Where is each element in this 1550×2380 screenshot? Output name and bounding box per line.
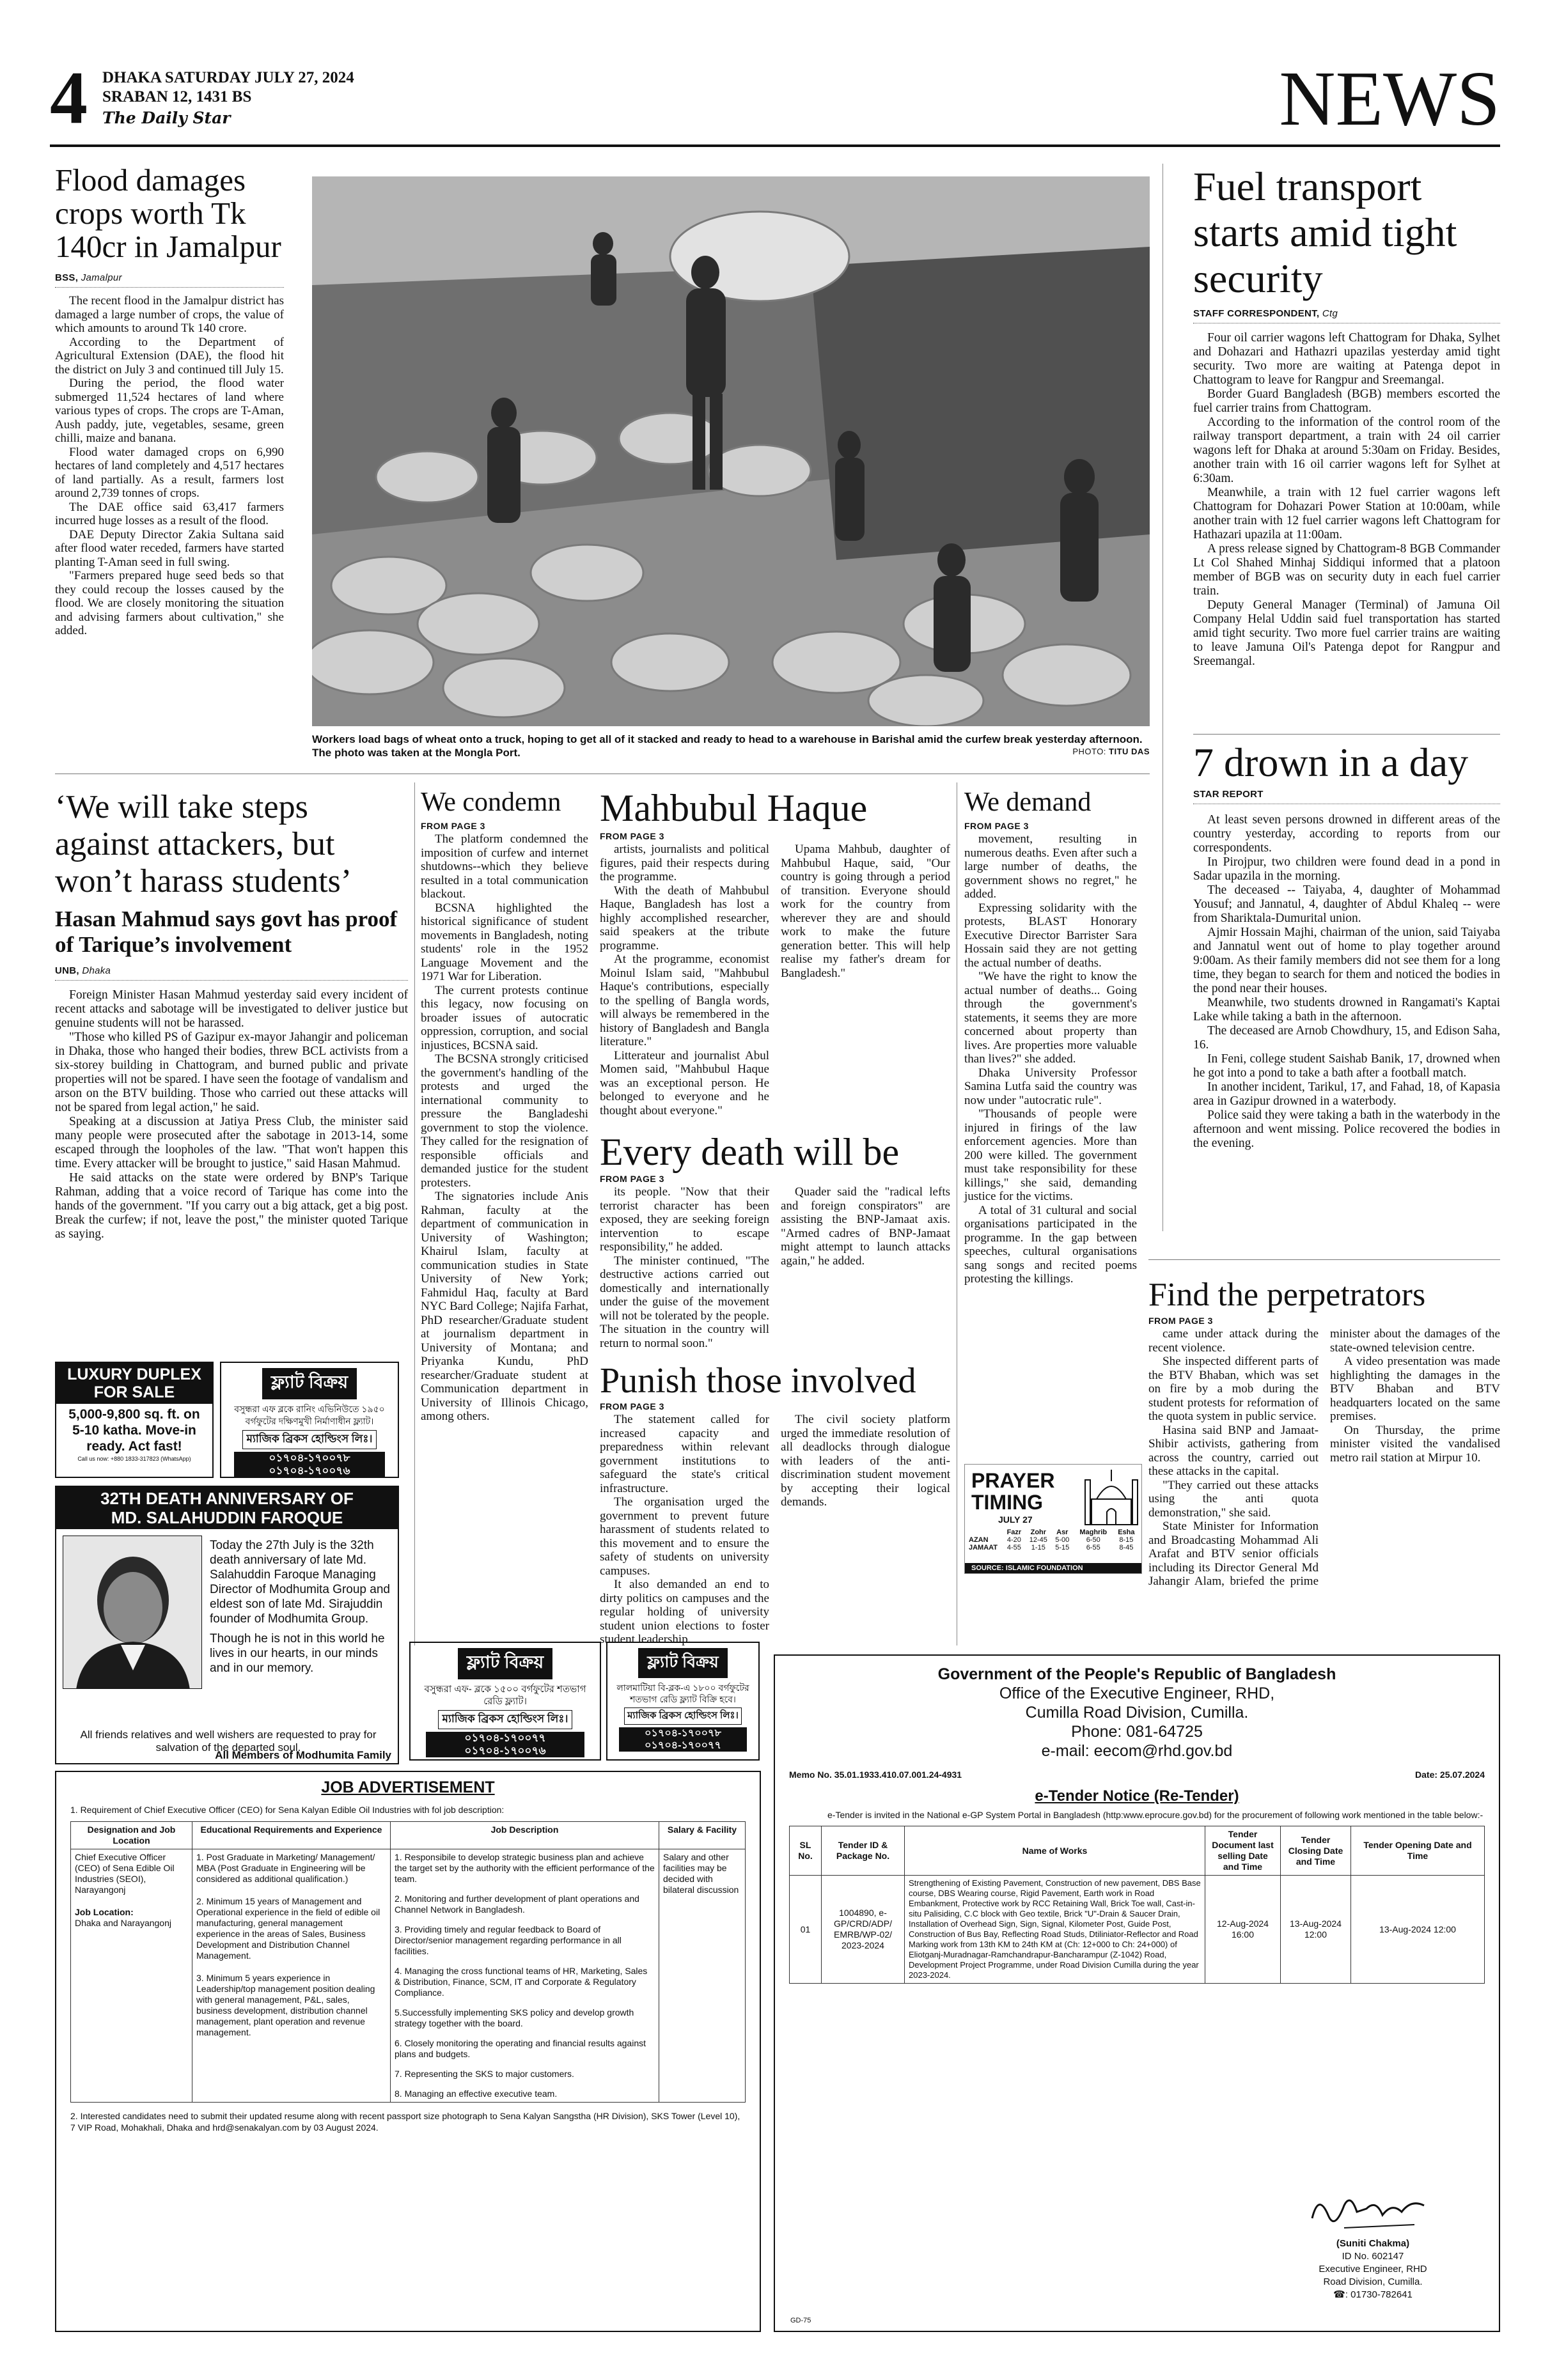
attackers-para: "Those who killed PS of Gazipur ex-mayor Jahangir and policeman in Dhaka, those who hanged their bodies, threw BCL activists from a six-storey building in Chattogram, and burned public and private properties will not be spared. I have seen the footage of vandalism and arson on the BTV building. Those who carried out these attacks will not be spared from legal action," he said.	[55, 1031, 408, 1114]
fuel-para: According to the information of the control room of the railway transport department, a train with 24 oil carrier wagons left for Dhaka at around 5:30am on Friday. Besides, another train with 16 oil carrier wagons left for Sylhet at 6:30am.	[1193, 416, 1500, 485]
perpetrators-para: "They carried out these attacks using the anti quota demonstration," she said.	[1148, 1478, 1319, 1520]
attackers-headline: ‘We will take steps against attackers, but won’t harass students’	[55, 789, 352, 899]
photo-credit	[991, 747, 1150, 756]
tender-memo: Memo No. 35.01.1933.410.07.001.24-4931	[789, 1769, 962, 1780]
drown-para: Ajmir Hossain Majhi, chairman of the union, said Taiyaba and Jannatul went out of home to play together around 9:00am. As their family members did not see them for a long time, they began to search for them and noticed the bodies in the pond near their houses.	[1193, 926, 1500, 995]
jamaat-time: 4-55	[1006, 1544, 1021, 1552]
tender-phone: Phone: 081-64725	[1071, 1723, 1203, 1741]
prayer-title-1: PRAYER	[971, 1469, 1055, 1492]
job-header: Educational Requirements and Experience	[192, 1822, 391, 1849]
mahbubul-from: FROM PAGE 3	[600, 831, 664, 841]
punish-para: It also demanded an end to dirty politics on campuses and the regular holding of university student union elections to foster student leadership.	[600, 1578, 769, 1646]
flat-ad-2-title: ফ্ল্যাট বিক্রয়	[458, 1648, 552, 1679]
perpetrators-headline: Find the perpetrators	[1148, 1277, 1426, 1313]
demand-from: FROM PAGE 3	[964, 821, 1029, 831]
job-education-item: 1. Post Graduate in Marketing/ Management/ MBA (Post Graduate in Engineering will be considered as additional qualification.)	[196, 1852, 375, 1884]
duplex-detail	[56, 1406, 212, 1454]
tender-email: e-mail: eecom@rhd.gov.bd	[1041, 1742, 1233, 1760]
job-description-item: 3. Providing timely and regular feedback to Board of Director/senior management regarding performance in all facilities.	[395, 1924, 622, 1956]
flood-para: The DAE office said 63,417 farmers incurred huge losses as a result of the flood.	[55, 500, 284, 527]
everydeath-headline: Every death will be	[600, 1131, 900, 1173]
attackers-subhead: Hasan Mahmud says govt has proof of Tarique’s involvement	[55, 906, 398, 957]
demand-para: Dhaka University Professor Samina Lutfa said the country was now under "autocratic rule".	[964, 1066, 1137, 1107]
prayer-title-2: TIMING	[971, 1491, 1043, 1514]
attackers-para: He said attacks on the state were ordered by BNP's Tarique Rahman, adding that a voice record of Tarique has come into the hands of the government. "If you carry out a big attack, get a big post. Break the curfew; if not, leave the post," the minister quoted Tarique as saying.	[55, 1171, 408, 1241]
signatory-phone: ☎: 01730-782641	[1333, 2289, 1413, 2300]
demand-para: Expressing solidarity with the protests, BLAST Honorary Executive Director Barrister Sara Hossain said they are not getting the actual number of deaths.	[964, 901, 1137, 970]
punish-story	[600, 1362, 950, 1665]
tender-title: e-Tender Notice (Re-Tender)	[1035, 1787, 1239, 1805]
fuel-byline	[1193, 308, 1500, 323]
duplex-detail-2: 5-10 katha. Move-in	[72, 1423, 196, 1438]
tender-intro: e-Tender is invited in the National e-GP System Portal in Bangladesh (http:www.eprocure.gov.bd) for the procurement of following work mentioned in the table below:-	[827, 1810, 1483, 1820]
job-description-item: 8. Managing an effective executive team.	[395, 2088, 558, 2099]
job-description-item: 4. Managing the cross functional teams of HR, Marketing, Sales & Distribution, Finance, SCM, IT and Corporate & Regulatory Compliance.	[395, 1966, 648, 1998]
prayer-header: Esha	[1118, 1528, 1135, 1536]
flat-ad-2-phone: ০১৭০৪-১৭০০৭৬	[464, 1745, 546, 1757]
drown-para: Police said they were taking a bath in the waterbody in the afternoon and went missing. Police recovered the bodies in the evening.	[1193, 1108, 1500, 1150]
jamaat-time: 8-45	[1119, 1544, 1134, 1552]
job-education-item: 2. Minimum 15 years of Management and Operational experience in the field of edible oil manufacturing, general management experience in the areas of Sales, Business Development and Distribution Channel Management.	[196, 1896, 380, 1961]
job-description-cell	[391, 1849, 659, 2103]
flood-para: "Farmers prepared huge seed beds so that they could recoup the losses caused by the flood. We are closely monitoring the situation and advising farmers about cultivation," she added.	[55, 569, 284, 637]
tender-office	[789, 1665, 1485, 1761]
tender-header: Tender Opening Date and Time	[1351, 1826, 1485, 1876]
tender-header: Tender ID & Package No.	[822, 1826, 905, 1876]
punish-from: FROM PAGE 3	[600, 1401, 664, 1412]
drown-para: In Pirojpur, two children were found dead in a pond in Sadar upazila in the morning.	[1193, 855, 1500, 883]
prayer-header: Maghrib	[1079, 1528, 1108, 1536]
job-designation: Chief Executive Officer (CEO) of Sena Edible Oil Industries (SEOI), Narayangonj	[75, 1852, 175, 1895]
attackers-para: Speaking at a discussion at Jatiya Press Club, the minister said many people were prosecuted after the sabotage in 2013-14, some escaped through the loopholes of the law. "That won't happen this time. Every attacker will be brought to justice," said Hasan Mahmud.	[55, 1115, 408, 1171]
condemn-body	[421, 832, 588, 1424]
jamaat-time: 5-15	[1055, 1544, 1070, 1552]
flood-byline-agency: BSS,	[55, 272, 79, 283]
demand-para: "Thousands of people were injured in firings of the law enforcement agencies. More than 200 were killed. The government must take responsibility for these killings," she said, demanding justice for the victims.	[964, 1107, 1137, 1203]
tender-office-line: Office of the Executive Engineer, RHD,	[999, 1684, 1275, 1702]
job-description-item: 1. Responsibile to develop strategic business plan and achieve the target set by the authority with the efficient performance of the team.	[395, 1852, 655, 1884]
prayer-title	[971, 1470, 1054, 1513]
prayer-date: JULY 27	[998, 1514, 1033, 1525]
prayer-header: Fazr	[1006, 1528, 1022, 1536]
perpetrators-story	[1148, 1277, 1500, 1608]
azan-time: 6-50	[1086, 1536, 1100, 1544]
fuel-para: Border Guard Bangladesh (BGB) members escorted the fuel carrier trains from Chattogram.	[1193, 387, 1500, 415]
perpetrators-para: She inspected different parts of the BTV Bhaban, which was set on fire by a mob during the student protests for reformation of the quota system in public service.	[1148, 1355, 1319, 1423]
flood-para: DAE Deputy Director Zakia Sultana said after flood water receded, farmers have started planting T-Aman seed in full swing.	[55, 527, 284, 569]
demand-headline: We demand	[964, 788, 1092, 817]
flat-ad-1-title: ফ্ল্যাট বিক্রয়	[262, 1368, 357, 1399]
tender-govt: Government of the People's Republic of Bangladesh	[937, 1665, 1336, 1683]
flat-ad-1	[220, 1362, 399, 1478]
bangla-date: SRABAN 12, 1431 BS	[102, 88, 252, 105]
flat-ad-3-company: ম্যাজিক ব্রিকস হোল্ডিংস লিঃ।	[624, 1707, 742, 1725]
fuel-headline: Fuel transport starts amid tight security	[1193, 164, 1457, 301]
job-description-item: 2. Monitoring and further development of plant operations and Channel Network in Bangladesh.	[395, 1894, 639, 1915]
job-education-cell	[192, 1849, 391, 2103]
main-photo	[312, 176, 1150, 726]
demand-para: movement, resulting in numerous deaths. Even after such a large number of deaths, the government shows no regret," he added.	[964, 832, 1137, 901]
drown-para: At least seven persons drowned in different areas of the country yesterday, according to reports from our correspondents.	[1193, 813, 1500, 855]
punish-para: The organisation urged the government to prevent future harassment of students related to this movement and to ensure the safety of students on university campuses.	[600, 1495, 769, 1578]
perp-top-rule	[1148, 1259, 1500, 1260]
tender-office-line: Cumilla Road Division, Cumilla.	[1025, 1704, 1249, 1722]
azan-label: AZAN	[969, 1536, 989, 1544]
punish-body	[600, 1413, 950, 1665]
drown-para: In Feni, college student Saishab Banik, 17, drowned when he got into a pond to take a bath after a football match.	[1193, 1052, 1500, 1080]
anniversary-text	[210, 1538, 394, 1676]
tender-closing: 13-Aug-2024 12:00	[1281, 1876, 1351, 1984]
perpetrators-para: came under attack during the recent violence.	[1148, 1327, 1319, 1355]
prayer-source: SOURCE: ISLAMIC FOUNDATION	[965, 1563, 1141, 1573]
portrait-image	[63, 1536, 202, 1689]
flood-para: According to the Department of Agricultural Extension (DAE), the flood hit the district on July 3 and continued till July 15.	[55, 335, 284, 377]
condemn-headline: We condemn	[421, 788, 561, 817]
anniversary-signoff: All Members of Modhumita Family	[215, 1749, 391, 1761]
job-description-item: 7. Representing the SKS to major customers.	[395, 2069, 574, 2079]
job-ad	[55, 1771, 761, 2332]
everydeath-story	[600, 1132, 950, 1377]
tender-opening: 13-Aug-2024 12:00	[1351, 1876, 1485, 1984]
mahbubul-body	[600, 843, 950, 1132]
photo-credit-name: TITU DAS	[1109, 747, 1150, 756]
flat-ad-1-text: বসুন্ধরা এফ ব্লকে রানিং এভিনিউতে ১৯৫০ বর্গফুটের দক্ষিণমুখী নির্মাণাধীন ফ্ল্যাট।	[234, 1404, 385, 1426]
drown-byline: STAR REPORT	[1193, 789, 1500, 804]
tender-ad	[774, 1654, 1500, 2332]
azan-time: 12-45	[1029, 1536, 1047, 1544]
fuel-body	[1193, 331, 1500, 669]
signature	[1306, 2180, 1434, 2237]
flat-ad-3-phone: ০১৭০৪-১৭০০৭৭	[645, 1740, 721, 1751]
condemn-para: The platform condemned the imposition of curfew and internet shutdowns--which they believe resulted in a total communication blackout.	[421, 832, 588, 901]
fuel-byline-place: Ctg	[1322, 308, 1338, 319]
anniversary-ad	[55, 1486, 399, 1764]
anniversary-title-1: 32TH DEATH ANNIVERSARY OF	[100, 1489, 354, 1508]
tender-header: Tender Document last selling Date and Time	[1205, 1826, 1281, 1876]
flat-ad-3-text: লালমাটিয়া বি-ব্লক-এ ১৮০০ বর্গফুটের শতভাগ রেডি ফ্ল্যাট বিক্রি হবে।	[616, 1683, 749, 1704]
mahbubul-para: Upama Mahbub, daughter of Mahbubul Haque, said, "Our country is going through a period of transition. Everyone should work for the country from wherever they are and should work to make the future generation better. This will help realise my father's dream for Bangladesh."	[781, 843, 950, 980]
tender-works: Strengthening of Existing Pavement, Construction of new pavement, DBS Base course, DBS Wearing course, Rigid Pavement, Earth work in Road Embankment, Protective work by RCC Retaining Wall, Brick Toe wall, Cast-in-situ Palisiding, C.C block with Geo textile, Brick "U"-Drain & Saucer Drain, Installation of Overhead Sign, Sign, Signal, Kilometer Post, Guide Post, Construction of Bus Bay, Reflecting Road Studs, Dtiliniator-Reflector and Road Marking work from 13th KM to 24th KM at (Ch: 12+000 to Ch: 24+000) of Eliotganj-Muradnagar-Ramchandrapur-Bancharampur (Z-1042) Road, Development Project Programme, under Road Division Cumilla during the year 2023-2024.	[905, 1876, 1205, 1984]
flat-ad-1-phone: ০১৭০৪-১৭০০৭৮	[269, 1452, 350, 1464]
job-designation-cell	[71, 1849, 192, 2103]
attackers-byline-place: Dhaka	[82, 965, 111, 976]
flat-ad-3-phones	[619, 1727, 747, 1752]
tender-selling: 12-Aug-2024 16:00	[1205, 1876, 1281, 1984]
demand-para: "We have the right to know the actual number of deaths... Going through the government's statements, it seems they are more concerned about property than lives. Are properties more valuable than lives?" she added.	[964, 970, 1137, 1066]
job-description-item: 6. Closely monitoring the operating and financial results against plans and budgets.	[395, 2038, 646, 2059]
attackers-para: Foreign Minister Hasan Mahmud yesterday said every incident of recent attacks and sabotage will be investigated to deliver justice but genuine students will not be harassed.	[55, 988, 408, 1030]
flat-ad-3-phone: ০১৭০৪-১৭০০৭৮	[645, 1728, 721, 1739]
flood-byline	[55, 272, 284, 288]
azan-time: 8-15	[1119, 1536, 1134, 1544]
job-salary: Salary and other facilities may be decided with bilateral discussion	[659, 1849, 746, 2103]
job-header: Job Description	[391, 1822, 659, 1849]
job-location-label: Job Location:	[75, 1907, 134, 1917]
demand-story	[964, 788, 1137, 1286]
signatory-id: ID No. 602147	[1342, 2251, 1404, 2262]
mahbubul-para: With the death of Mahbubul Haque, Bangladesh has lost a highly accomplished researcher, said speakers at the tribute programme.	[600, 883, 769, 953]
tender-sl: 01	[790, 1876, 822, 1984]
flat-ad-2-company: ম্যাজিক ব্রিকস হোল্ডিংস লিঃ।	[438, 1710, 573, 1729]
flat-ad-2-phones	[426, 1732, 584, 1757]
flat-ad-2	[409, 1642, 601, 1761]
flat-ad-1-phones	[234, 1452, 385, 1477]
duplex-contact: Call us now: +880 1833-317823 (WhatsApp)	[77, 1456, 191, 1462]
everydeath-from: FROM PAGE 3	[600, 1174, 664, 1184]
perpetrators-para: A video presentation was made highlighting the damages in the BTV Bhaban and BTV headquarters located on the same premises.	[1330, 1355, 1500, 1423]
flood-story	[55, 164, 284, 638]
flat-ad-3-title: ফ্ল্যাট বিক্রয়	[638, 1648, 727, 1678]
everydeath-para: its people. "Now that their terrorist character has been exposed, they are seeking foreign intervention to escape responsibility," he added.	[600, 1185, 769, 1254]
job-location: Dhaka and Narayangonj	[75, 1918, 171, 1928]
job-education-item: 3. Minimum 5 years experience in Leadership/top management position dealing with general management, P&L, sales, business development, distribution channel management, plant operation and revenue management.	[196, 1973, 375, 2037]
duplex-title	[56, 1363, 212, 1404]
portrait	[63, 1536, 202, 1689]
jamaat-time: 6-55	[1086, 1544, 1100, 1552]
attackers-story	[55, 789, 408, 1241]
flood-byline-place: Jamalpur	[81, 272, 122, 283]
prayer-header: Zohr	[1030, 1528, 1047, 1536]
perpetrators-para: Hasina said BNP and Jamaat-Shibir activists, gathering from across the country, carried out these attacks in the capital.	[1148, 1423, 1319, 1478]
flood-headline: Flood damages crops worth Tk 140cr in Jamalpur	[55, 162, 281, 264]
jamaat-time: 1-15	[1031, 1544, 1045, 1552]
page-number: 4	[50, 56, 88, 139]
anniversary-title-2: MD. SALAHUDDIN FAROQUE	[111, 1508, 343, 1527]
mahbubul-story	[600, 788, 950, 1132]
mahbubul-para: At the programme, economist Moinul Islam said, "Mahbubul Haque's contributions, especially to the spelling of Bangla words, will always be remembered in the history of Bangladesh and Bangla literature."	[600, 953, 769, 1048]
paper-logo: The Daily Star	[102, 109, 231, 127]
flood-para: Flood water damaged crops on 6,990 hectares of land completely and 4,517 hectares of land partially. As a result, farmers lost around 2,739 tonnes of crops.	[55, 445, 284, 500]
drown-story	[1193, 740, 1500, 1151]
perpetrators-body	[1148, 1327, 1500, 1608]
flat-ad-3	[606, 1642, 760, 1761]
tender-header: Name of Works	[905, 1826, 1205, 1876]
attackers-byline	[55, 965, 408, 981]
photo-credit-label: PHOTO:	[1072, 747, 1106, 756]
condemn-para: The signatories include Anis Rahman, faculty at the department of communication in University of Washington; Khairul Islam, faculty at communication studies in State University of New York; Fahmidul Haq, faculty at Bard NYC Bard College; Najifa Farhat, PhD researcher/Graduate student at journalism department in University of Montana; and Priyanka Kundu, PhD researcher/Graduate student at Communication department in University of Illinois Chicago, among others.	[421, 1190, 588, 1423]
dateline: DHAKA SATURDAY JULY 27, 2024	[102, 69, 354, 86]
demand-para: A total of 31 cultural and social organisations participated in the programme. In the gap between speeches, cultural organisations sang songs and recited poems protesting the killings.	[964, 1203, 1137, 1286]
anniversary-tribute: Today the 27th July is the 32th death anniversary of late Md. Salahuddin Faroque Managing Director of Modhumita Group and eldest son of late Md. Sirajuddin founder of Modhumita Group.	[210, 1539, 390, 1626]
jamaat-label: JAMAAT	[969, 1544, 998, 1552]
drown-headline: 7 drown in a day	[1193, 740, 1469, 785]
fuel-para: Deputy General Manager (Terminal) of Jamuna Oil Company Helal Uddin said fuel transportation has started amid tight security. Two more fuel carrier trains are waiting to leave Jamuna Oil's Patenga depot for Rangpur and Sreemangal.	[1193, 598, 1500, 668]
punish-para: The statement called for increased capacity and preparedness within relevant government institutions to safeguard the state's critical infrastructure.	[600, 1413, 769, 1495]
signatory-title: Executive Engineer, RHD	[1319, 2264, 1427, 2275]
drown-para: The deceased are Arnob Chowdhury, 15, and Edison Saha, 16.	[1193, 1024, 1500, 1052]
mahbubul-para: artists, journalists and political figures, paid their respects during the programme.	[600, 843, 769, 883]
mahbubul-para: Litterateur and journalist Abul Momen said, "Mahbubul Haque was an exceptional person. He belonged to everyone and he thought about everyone."	[600, 1048, 769, 1117]
punish-para: The civil society platform urged the immediate resolution of all deadlocks through dialogue with leaders of the anti-discrimination student movement by accepting their logical demands.	[781, 1413, 950, 1509]
flood-body	[55, 294, 284, 638]
flat-ad-2-text: বসুন্ধরা এফ- ব্লকে ১৫০০ বর্গফুটের শতভাগ রেডি ফ্ল্যাট।	[424, 1684, 586, 1707]
duplex-detail-1: 5,000-9,800 sq. ft. on	[68, 1407, 200, 1422]
anniversary-memory: Though he is not in this world he lives in our hearts, in our minds and in our memory.	[210, 1632, 385, 1675]
masthead-rule	[50, 144, 1500, 147]
flood-para: During the period, the flood water submerged 11,524 hectares of land where various types of crops. The crops are T-Aman, Aush paddy, jute, vegetables, sesame, green chilli, maize and banana.	[55, 377, 284, 445]
photo-caption-text: Workers load bags of wheat onto a truck, hoping to get all of it stacked and ready to head to a warehouse in Barishal amid the curfew break yesterday afternoon. The photo was taken at the Mongla Port.	[312, 733, 1143, 759]
tender-signatory	[1267, 2237, 1478, 2301]
azan-time: 4-20	[1006, 1536, 1021, 1544]
section-title: NEWS	[1279, 56, 1500, 142]
azan-time: 5-00	[1055, 1536, 1070, 1544]
signatory-office: Road Division, Cumilla.	[1323, 2276, 1423, 2287]
job-description-item: 5.Successfully implementing SKS policy and develop growth strategy together with the board.	[395, 2007, 634, 2028]
flat-ad-1-company: ম্যাজিক ব্রিকস হোল্ডিংস লিঃ।	[242, 1430, 377, 1449]
fuel-para: Four oil carrier wagons left Chattogram for Dhaka, Sylhet and Dohazari and Hathazri upazilas yesterday amid tight security. Two more are waiting at Patenga depot in Chattogram to leave for Rangpur and Sreemangal.	[1193, 331, 1500, 387]
condemn-para: BCSNA highlighted the historical significance of student movements in Bangladesh, noting students' role in the 1952 Language Movement and the 1971 War for Liberation.	[421, 901, 588, 983]
perpetrators-para: State Minister for Information and Broadcasting Mohammad Ali Arafat and BTV senior officials including its Director General Md Jahangir Alam, briefed the prime minister about the damages of the state-owned television centre.	[1148, 1327, 1500, 1588]
job-header: Designation and Job Location	[71, 1822, 192, 1849]
prayer-table	[969, 1528, 1139, 1552]
anniversary-prayer: All friends relatives and well wishers are requested to pray for salvation of the departed soul.	[80, 1729, 377, 1754]
photo-illustration	[312, 176, 1150, 726]
tender-memo-row	[789, 1769, 1485, 1780]
anniversary-title	[56, 1487, 398, 1529]
drown-para: Meanwhile, two students drowned in Rangamati's Kaptai Lake while taking a bath in the afternoon.	[1193, 996, 1500, 1023]
perpetrators-from: FROM PAGE 3	[1148, 1316, 1213, 1326]
fuel-byline-author: STAFF CORRESPONDENT,	[1193, 308, 1320, 319]
condemn-story	[421, 788, 588, 1424]
job-header: Salary & Facility	[659, 1822, 746, 1849]
column-divider	[414, 782, 415, 1645]
tender-gd: GD-75	[790, 2317, 811, 2324]
duplex-title-1: LUXURY DUPLEX	[67, 1365, 201, 1383]
demand-body	[964, 832, 1137, 1286]
column-divider	[1162, 164, 1163, 1231]
job-intro: 1. Requirement of Chief Executive Officer (CEO) for Sena Kalyan Edible Oil Industries with fol job description:	[70, 1805, 505, 1815]
job-table	[70, 1821, 746, 2103]
flat-ad-2-phone: ০১৭০৪-১৭০০৭৭	[464, 1732, 546, 1744]
tender-date: Date: 25.07.2024	[1415, 1769, 1485, 1780]
fuel-para: Meanwhile, a train with 12 fuel carrier wagons left Chattogram for Dohazari Power Station at 10:00am, while another train with 12 fuel carrier wagons left Chattogram for Hathazari upazila at 11:00am.	[1193, 486, 1500, 541]
job-title: JOB ADVERTISEMENT	[321, 1778, 495, 1796]
condemn-from: FROM PAGE 3	[421, 821, 485, 831]
masthead	[50, 56, 1500, 147]
mosque-icon	[1084, 1467, 1139, 1526]
fuel-bottom-rule	[1193, 734, 1500, 735]
flat-ad-1-phone: ০১৭০৪-১৭০০৭৬	[269, 1465, 350, 1477]
duplex-title-2: FOR SALE	[93, 1383, 175, 1401]
perpetrators-para: On Thursday, the prime minister visited the vandalised metro rail station at Mirpur 10.	[1330, 1423, 1500, 1465]
tender-header: SL No.	[790, 1826, 822, 1876]
prayer-header: Asr	[1056, 1528, 1069, 1536]
fuel-para: A press release signed by Chattogram-8 BGB Commander Lt Col Shahed Minhaj Siddiqui informed that a platoon member of BGB was on security duty in each fuel carrier train.	[1193, 542, 1500, 598]
everydeath-para: The minister continued, "The destructive actions carried out domestically and internationally under the guise of the movement will not be tolerated by the people. The situation in the country will return to normal soon."	[600, 1254, 769, 1350]
attackers-byline-agency: UNB,	[55, 965, 79, 976]
tender-package: 1004890, e-GP/CRD/ADP/ EMRB/WP-02/ 2023-2024	[822, 1876, 905, 1984]
condemn-para: The current protests continue this legacy, now focusing on broader issues of autocratic oppression, corruption, and social injustices, BCSNA said.	[421, 983, 588, 1052]
duplex-detail-3: ready. Act fast!	[86, 1439, 182, 1454]
punish-headline: Punish those involved	[600, 1361, 916, 1401]
drown-body	[1193, 813, 1500, 1151]
tender-header: Tender Closing Date and Time	[1281, 1826, 1351, 1876]
tender-table	[789, 1826, 1485, 1984]
duplex-ad	[55, 1362, 214, 1478]
drown-para: In another incident, Tarikul, 17, and Fahad, 18, of Kapasia area in Gazipur drowned in a waterbody.	[1193, 1080, 1500, 1108]
drown-para: The deceased -- Taiyaba, 4, daughter of Mohammad Yousuf; and Jannatul, 4, daughter of Abdul Khaleq -- were from Shariktala-Dumurital union.	[1193, 883, 1500, 925]
flood-para: The recent flood in the Jamalpur district has damaged a large number of crops, the value of which amounts to around Tk 140 crore.	[55, 294, 284, 335]
prayer-box	[964, 1464, 1142, 1574]
signatory-name: (Suniti Chakma)	[1336, 2238, 1410, 2249]
attackers-body	[55, 988, 408, 1241]
condemn-para: The BCSNA strongly criticised the government's handling of the protests and urged the international community to pressure the Bangladeshi government to stop the violence. They called for the resignation of responsible officials and demanded justice for the student protesters.	[421, 1052, 588, 1190]
everydeath-body	[600, 1185, 950, 1377]
mahbubul-headline: Mahbubul Haque	[600, 787, 868, 829]
fuel-story	[1193, 164, 1500, 669]
job-footer: 2. Interested candidates need to submit their updated resume along with recent passport size photograph to Sena Kalyan Sangstha (HR Division), SKS Tower (Level 10), 7 VIP Road, Mohakhali, Dhaka and hrd@senakalyan.com by 03 August 2024.	[70, 2111, 740, 2133]
everydeath-para: Quader said the "radical lefts and foreign conspirators" are assisting the BNP-Jamaat axis. "Armed cadres of BNP-Jamaat might attempt to launch attacks again," he added.	[781, 1185, 950, 1268]
